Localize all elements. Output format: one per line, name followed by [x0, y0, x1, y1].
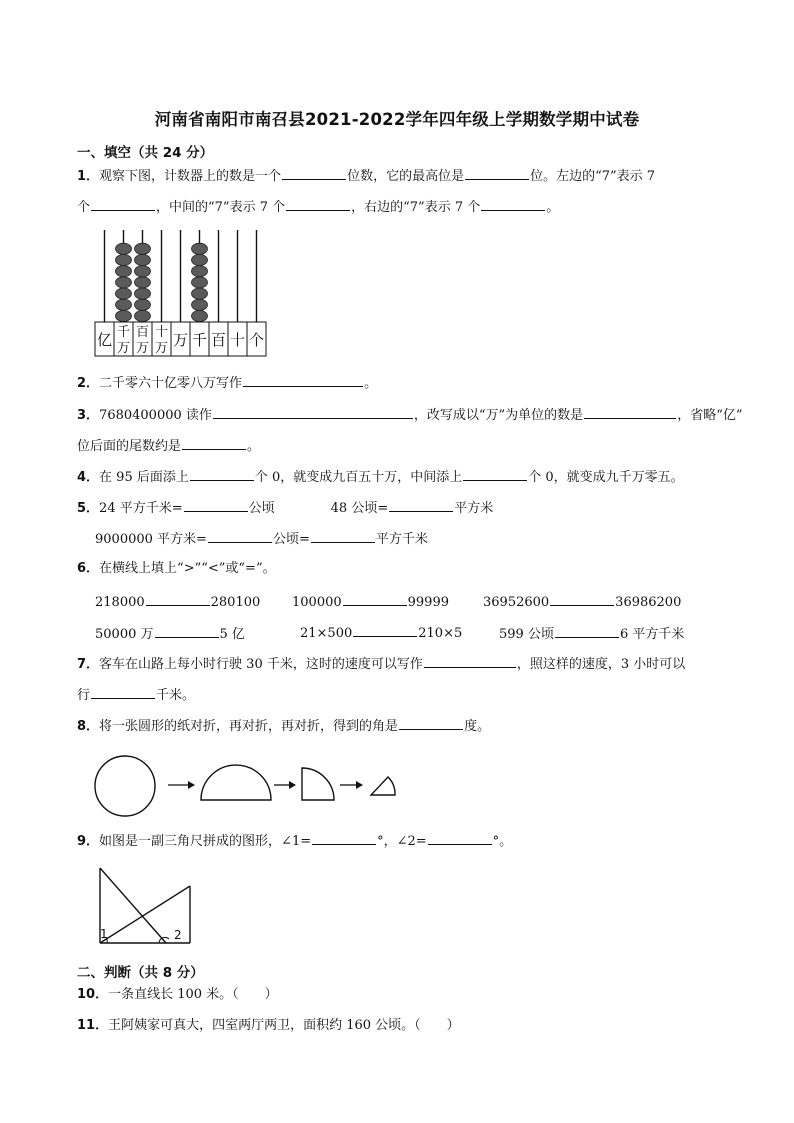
question-1-line-2: [77, 197, 559, 217]
answer-blank[interactable]: [389, 498, 453, 512]
abacus-label: 十: [154, 325, 169, 340]
arrow-icon: [340, 781, 363, 789]
abacus-bead: [116, 299, 132, 310]
answer-blank[interactable]: [243, 373, 363, 387]
question-number: 5．: [77, 501, 100, 516]
q8-text-a: 将一张圆形的纸对折，再对折，再对折，得到的角是: [99, 719, 399, 734]
compare-blank[interactable]: [155, 624, 219, 638]
compare-right: 99999: [407, 595, 449, 610]
answer-blank[interactable]: [463, 467, 527, 481]
compare-item: [95, 592, 260, 610]
q5-text-a: 24 平方千米=: [99, 501, 183, 516]
q1-text-a: 观察下图，计数器上的数是一个: [99, 169, 282, 184]
abacus-bead: [135, 288, 151, 299]
compare-item: [292, 592, 449, 610]
q5-text-g: 平方千米: [375, 532, 428, 547]
q9-text-a: 如图是一副三角尺拼成的图形，∠1=: [99, 834, 312, 849]
abacus-label: 亿: [96, 331, 113, 349]
question-number: 6．: [77, 561, 100, 576]
q5-text-b: 公顷: [248, 501, 275, 516]
q1-text-d: 个: [77, 200, 91, 215]
q2-text-a: 二千零六十亿零八万写作: [99, 376, 243, 391]
q4-text-c: 个 0，就变成九千万零五。: [528, 470, 684, 485]
abacus-label: 万: [116, 341, 131, 356]
triangle-rulers-figure: [94, 864, 198, 948]
compare-left: 21×500: [300, 626, 353, 641]
q10-text: 一条直线长 100 米。（ ）: [108, 987, 278, 1002]
question-4: [77, 467, 684, 487]
compare-item: [499, 623, 684, 642]
answer-blank[interactable]: [286, 197, 350, 211]
q7-text-d: 千米。: [156, 688, 196, 703]
abacus-bead: [135, 299, 151, 310]
abacus-bead: [135, 310, 151, 321]
abacus-label: 十: [229, 331, 246, 349]
answer-blank[interactable]: [424, 654, 516, 668]
question-3-line-2: [77, 436, 260, 456]
question-7-line-1: [77, 654, 685, 674]
abacus-label: 千: [116, 325, 131, 340]
q5-text-f: 公顷=: [272, 532, 310, 547]
angle-label-1: 1: [100, 927, 108, 941]
q3-text-b: ，改写成以“万”为单位的数是: [413, 408, 584, 423]
abacus-bead: [192, 254, 208, 265]
paper-folding-figure: [94, 748, 406, 828]
q3-text-e: 。: [247, 439, 261, 454]
quarter-circle-shape: [302, 768, 334, 800]
abacus-labels: [95, 322, 266, 356]
answer-blank[interactable]: [312, 831, 376, 845]
abacus-bead: [116, 266, 132, 277]
answer-blank[interactable]: [282, 166, 346, 180]
compare-right: 5 亿: [219, 627, 245, 642]
exam-title: 河南省南阳市南召县2021-2022学年四年级上学期数学期中试卷: [154, 110, 640, 129]
q1-text-g: 。: [546, 200, 560, 215]
abacus-label: 百: [135, 325, 150, 340]
abacus-bead: [116, 310, 132, 321]
question-10: [77, 986, 278, 1004]
q2-text-b: 。: [364, 376, 378, 391]
abacus-bead: [192, 266, 208, 277]
compare-right: 210×5: [418, 626, 463, 641]
compare-left: 50000 万: [95, 627, 154, 642]
abacus-bead: [135, 277, 151, 288]
compare-item: [483, 592, 681, 610]
eighth-circle-shape: [371, 777, 395, 795]
answer-blank[interactable]: [399, 716, 463, 730]
q3-text-a: 7680400000 读作: [99, 408, 212, 423]
question-3-line-1: [77, 405, 742, 425]
question-number: 3．: [77, 408, 100, 423]
question-number: 11．: [77, 1018, 109, 1033]
question-number: 2．: [77, 376, 100, 391]
question-5-line-2: [95, 529, 428, 549]
q3-text-c: ，省略“亿”: [677, 408, 743, 423]
q8-text-b: 度。: [464, 719, 491, 734]
question-number: 8．: [77, 719, 100, 734]
answer-blank[interactable]: [428, 831, 492, 845]
q11-text: 王阿姨家可真大，四室两厅两卫，面积约 160 公顷。（ ）: [108, 1018, 460, 1033]
half-circle-shape: [201, 765, 271, 800]
answer-blank[interactable]: [182, 436, 246, 450]
question-1-line-1: [77, 166, 655, 186]
q7-text-a: 客车在山路上每小时行驶 30 千米，这时的速度可以写作: [99, 657, 423, 672]
abacus-bead: [192, 310, 208, 321]
abacus-bead: [116, 243, 132, 254]
abacus-label: 个: [248, 331, 265, 349]
abacus-label: 万: [172, 331, 189, 349]
answer-blank[interactable]: [213, 405, 413, 419]
section-judgement: 二、判断（共 8 分）: [77, 965, 204, 981]
compare-right: 280100: [210, 595, 261, 610]
q9-text-b: °，∠2=: [377, 834, 427, 849]
compare-blank[interactable]: [343, 592, 407, 606]
abacus-bead: [116, 288, 132, 299]
abacus-label: 百: [210, 331, 227, 349]
q5-text-e: 9000000 平方米=: [95, 532, 207, 547]
question-2: [77, 373, 377, 393]
full-circle-shape: [95, 756, 155, 816]
compare-right: 36986200: [615, 595, 682, 610]
q7-text-c: 行: [77, 688, 91, 703]
compare-item: [95, 623, 245, 642]
q1-text-e: ，中间的“7”表示 7 个: [156, 200, 286, 215]
answer-blank[interactable]: [91, 197, 155, 211]
compare-left: 218000: [95, 595, 145, 610]
question-number: 7．: [77, 657, 100, 672]
abacus-bead: [192, 277, 208, 288]
answer-blank[interactable]: [311, 529, 375, 543]
compare-blank[interactable]: [555, 624, 619, 638]
compare-right: 6 平方千米: [619, 627, 685, 642]
compare-item: [300, 623, 462, 641]
question-11: [77, 1017, 460, 1035]
question-8: [77, 716, 490, 736]
question-number: 4．: [77, 470, 100, 485]
answer-blank[interactable]: [208, 529, 272, 543]
abacus-label: 万: [154, 341, 169, 356]
q6-text: 在横线上填上“>”“<”或“=”。: [99, 561, 276, 576]
abacus-bead: [192, 288, 208, 299]
answer-blank[interactable]: [184, 498, 248, 512]
question-7-line-2: [77, 685, 195, 705]
abacus-bead: [192, 243, 208, 254]
q1-text-f: ，右边的“7”表示 7 个: [351, 200, 481, 215]
compare-left: 36952600: [483, 595, 550, 610]
compare-left: 599 公顷: [499, 627, 554, 642]
question-9: [77, 831, 512, 851]
answer-blank[interactable]: [190, 467, 254, 481]
abacus-label: 千: [191, 331, 208, 349]
compare-blank[interactable]: [353, 623, 417, 637]
q3-text-d: 位后面的尾数约是: [77, 439, 182, 454]
q1-text-c: 位。左边的“7”表示 7: [530, 169, 656, 184]
q4-text-a: 在 95 后面添上: [99, 470, 189, 485]
question-5-line-1: [77, 498, 493, 518]
compare-blank[interactable]: [146, 592, 210, 606]
q5-text-d: 平方米: [454, 501, 494, 516]
question-number: 10．: [77, 987, 109, 1002]
compare-blank[interactable]: [550, 592, 614, 606]
answer-blank[interactable]: [584, 405, 676, 419]
abacus-bead: [192, 299, 208, 310]
abacus-bead: [116, 277, 132, 288]
abacus-bead: [135, 266, 151, 277]
abacus-bead: [135, 254, 151, 265]
arrow-icon: [168, 781, 195, 789]
question-number: 9．: [77, 834, 100, 849]
question-6: [77, 560, 276, 578]
abacus-figure: [92, 226, 272, 360]
abacus-bead: [135, 243, 151, 254]
section-fill-in: 一、填空（共 24 分）: [77, 145, 214, 161]
q4-text-b: 个 0，就变成九百五十万，中间添上: [254, 470, 463, 485]
q9-text-c: °。: [492, 834, 513, 849]
angle-label-2: 2: [174, 928, 182, 942]
answer-blank[interactable]: [465, 166, 529, 180]
q5-text-c: 48 公顷=: [330, 501, 389, 516]
abacus-label: 万: [135, 341, 150, 356]
question-number: 1．: [77, 169, 100, 184]
abacus-bead: [116, 254, 132, 265]
answer-blank[interactable]: [91, 685, 155, 699]
q7-text-b: ，照这样的速度，3 小时可以: [516, 657, 686, 672]
answer-blank[interactable]: [481, 197, 545, 211]
compare-left: 100000: [292, 595, 342, 610]
q1-text-b: 位数，它的最高位是: [347, 169, 465, 184]
arrow-icon: [274, 781, 296, 789]
